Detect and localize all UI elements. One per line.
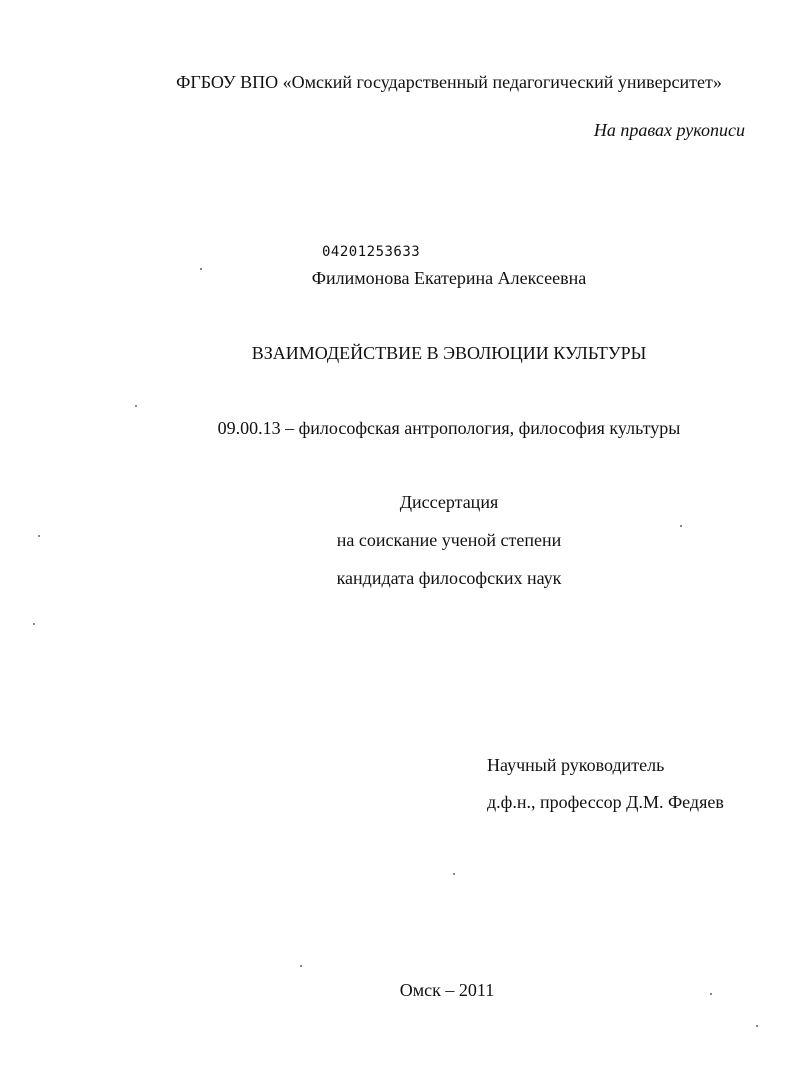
scan-speck — [756, 1025, 758, 1027]
degree-line-3: кандидата философских наук — [336, 568, 562, 588]
scan-speck — [680, 525, 682, 527]
scan-speck — [710, 993, 712, 995]
scan-speck — [300, 965, 302, 967]
scan-speck — [135, 405, 137, 407]
scan-speck — [33, 623, 35, 625]
dissertation-title: ВЗАИМОДЕЙСТВИЕ В ЭВОЛЮЦИИ КУЛЬТУРЫ — [251, 343, 647, 363]
specialty-code: 09.00.13 – философская антропология, философия культуры — [217, 418, 681, 438]
catalog-number: 04201253633 — [322, 244, 421, 260]
supervisor-label: Научный руководитель — [487, 755, 665, 775]
degree-line-2: на соискание ученой степени — [336, 530, 562, 550]
manuscript-note: На правах рукописи — [593, 120, 745, 140]
place-year: Омск – 2011 — [399, 980, 495, 1000]
scan-speck — [200, 268, 202, 270]
supervisor-name: д.ф.н., профессор Д.М. Федяев — [487, 792, 724, 812]
author-name: Филимонова Екатерина Алексеевна — [311, 268, 587, 288]
scan-speck — [38, 535, 40, 537]
institution-header: ФГБОУ ВПО «Омский государственный педагогический университет» — [176, 72, 722, 92]
degree-line-1: Диссертация — [399, 492, 499, 512]
scan-speck — [453, 873, 455, 875]
